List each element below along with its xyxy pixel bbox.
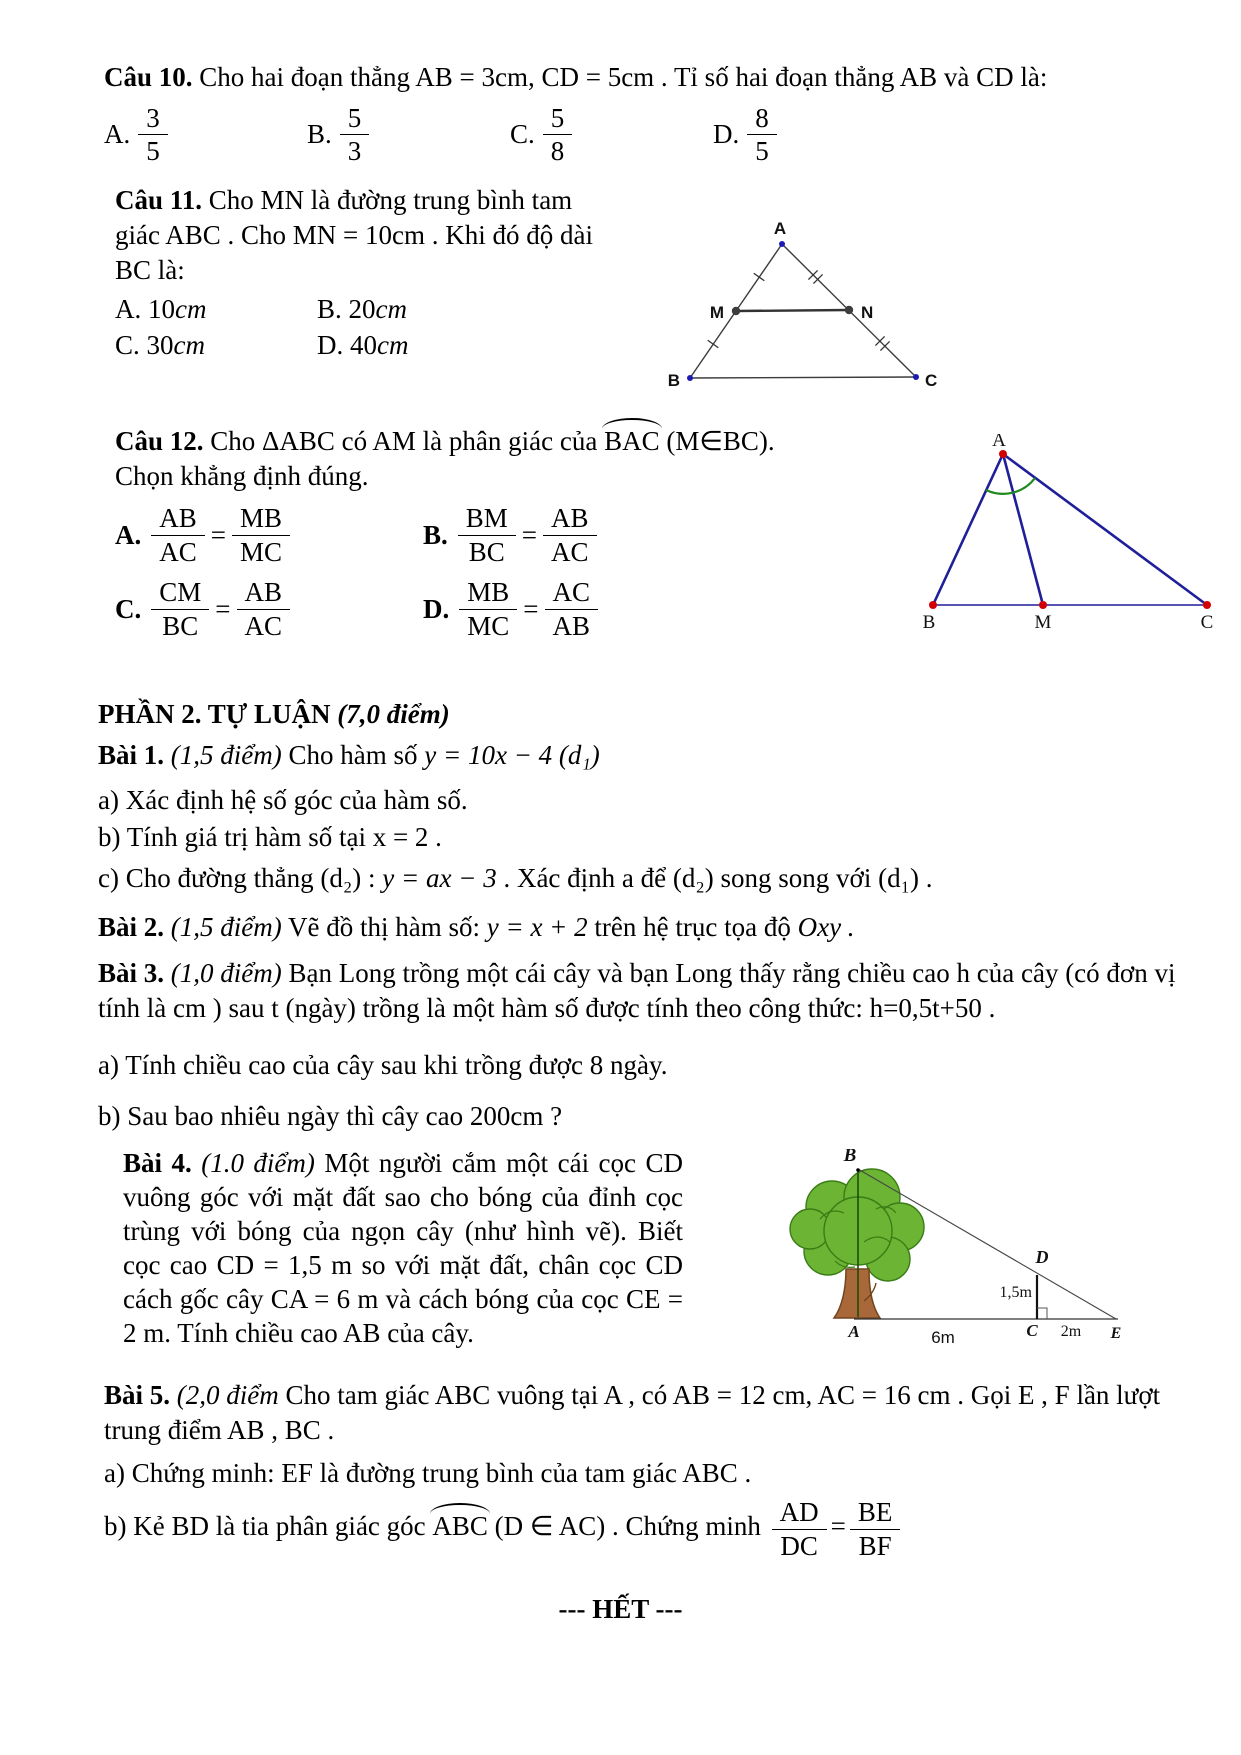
option-value: 10 [148, 294, 175, 325]
fraction-denominator: AC [543, 535, 597, 567]
fraction-denominator: MC [232, 535, 290, 567]
midline-MN [736, 310, 849, 311]
question-11-text [115, 183, 600, 288]
bai1-points: (1,5 điểm) [164, 740, 282, 771]
tree-trunk [834, 1269, 880, 1318]
option-label: C. [115, 330, 140, 361]
point-B [929, 601, 937, 609]
bai1-c-formula: y = ax − 3 [382, 863, 497, 894]
bai1-c-post: . Xác định a để (d₂) song song với (d₁) . [496, 863, 933, 894]
equals-sign: = [830, 1511, 846, 1542]
angle-ABC: ABC [432, 1509, 488, 1544]
fraction [543, 503, 597, 566]
fraction [747, 103, 777, 166]
fraction [850, 1497, 901, 1560]
angle-BAC: BAC [604, 424, 660, 459]
bai3-points: (1,0 điểm) [164, 957, 282, 988]
fraction-denominator: MC [459, 609, 517, 641]
fraction-numerator: BM [465, 503, 508, 534]
fraction-denominator: BC [151, 609, 209, 641]
bai4-points: (1.0 điểm) [191, 1148, 315, 1178]
q10-option-c [510, 103, 713, 166]
question-12-pre: Cho ΔABC có AM là phân giác của [203, 426, 605, 456]
fraction-numerator: 5 [550, 103, 565, 134]
label-C: C [925, 371, 938, 390]
q12-option-b [423, 500, 783, 570]
triangle-edges [933, 454, 1207, 605]
fraction-denominator: BF [850, 1529, 901, 1561]
q12-triangle-bisector-figure [915, 434, 1225, 644]
bai2-text: Vẽ đồ thị hàm số: [281, 912, 487, 943]
bai2-title: Bài 2. [98, 912, 165, 943]
fraction-numerator: 3 [146, 103, 160, 134]
fraction-numerator: 5 [347, 103, 362, 134]
part2-heading-text: PHẦN 2. TỰ LUẬN [98, 699, 338, 729]
fraction [237, 577, 291, 640]
bai5-b-mid: (D ∈ AC) . Chứng minh [487, 1511, 768, 1542]
option-label: A. [104, 119, 131, 150]
bai5-points: (2,0 điểm [170, 1380, 279, 1410]
bai1-text: Cho hàm số [281, 740, 425, 771]
bai4-text [123, 1146, 683, 1350]
bai5-text: Cho tam giác ABC vuông tại A , có AB = 12 cm, AC = 16 cm . Gọi E , F lần lượt trung điểm AB , BC . [104, 1380, 1161, 1446]
equals-sign: = [215, 593, 231, 624]
fraction-denominator: 5 [138, 134, 168, 166]
bai3-title: Bài 3. [98, 957, 165, 988]
option-unit: cm [175, 294, 207, 325]
point-B [856, 1168, 860, 1172]
label-A: A [848, 1322, 860, 1341]
option-label: B. [423, 519, 448, 550]
point-A [999, 450, 1007, 458]
fraction-denominator: AC [237, 609, 291, 641]
fraction-numerator: AB [551, 503, 589, 534]
fraction-denominator: AB [545, 609, 599, 641]
tree-foliage [790, 1169, 924, 1281]
fraction [232, 503, 290, 566]
point-B [687, 375, 693, 381]
option-label: D. [317, 330, 344, 361]
label-B: B [922, 612, 936, 633]
part2-heading [98, 697, 1183, 732]
question-11-body: Cho MN là đường trung bình tam giác ABC . Cho MN = 10cm . Khi đó độ dài BC là: [115, 185, 593, 286]
question-10-text [104, 60, 1164, 95]
label-A: A [992, 434, 1006, 451]
bai5-intro [104, 1378, 1194, 1448]
bai5-b-pre: b) Kẻ BD là tia phân giác góc [104, 1511, 433, 1542]
label-dist-ac: 6m [931, 1328, 955, 1347]
q10-option-b [307, 103, 510, 166]
q11-option-b [317, 292, 519, 327]
bai5-title: Bài 5. [104, 1380, 171, 1410]
bai1-title: Bài 1. [98, 740, 165, 771]
fraction [543, 103, 573, 166]
label-M: M [1034, 612, 1052, 633]
question-12-text [115, 424, 915, 459]
option-label: D. [423, 593, 450, 624]
bai1-intro [98, 738, 1183, 773]
label-dist-ce: 2m [1060, 1323, 1082, 1340]
end-marker: --- HẾT --- [558, 1594, 683, 1624]
question-12 [115, 424, 915, 644]
fraction-numerator: BE [857, 1497, 893, 1528]
q10-option-a [104, 103, 307, 166]
q11-option-c [115, 328, 317, 363]
bai3-a: a) Tính chiều cao của cây sau khi trồng được 8 ngày. [98, 1049, 668, 1080]
bai2-points: (1,5 điểm) [164, 912, 282, 943]
question-10-options [104, 103, 1164, 166]
fraction-numerator: AD [779, 1497, 819, 1528]
option-label: B. [307, 119, 332, 150]
fraction [151, 577, 209, 640]
bai1-c [98, 861, 1183, 896]
point-C [1203, 601, 1211, 609]
bai3-b: b) Sau bao nhiêu ngày thì cây cao 200cm ? [98, 1100, 563, 1131]
fraction-numerator: 8 [755, 103, 769, 134]
fraction-numerator: AC [552, 577, 591, 608]
option-unit: cm [375, 294, 407, 325]
equals-sign: = [521, 519, 538, 550]
fraction-numerator: CM [159, 577, 202, 608]
fraction [772, 1497, 827, 1560]
fraction [545, 577, 599, 640]
q12-option-c [115, 574, 423, 644]
label-B: B [667, 371, 680, 390]
bai4-block [123, 1146, 683, 1350]
q11-option-a [115, 292, 317, 327]
question-12-title: Câu 12. [115, 426, 204, 456]
bai3-text: Bạn Long trồng một cái cây và bạn Long thấy rằng chiều cao h của cây (có đơn vị tính là cm ) sau t (ngày) trồng là một hàm số được tính theo công thức: h=0,5t+50 . [98, 957, 1176, 1023]
fraction-numerator: MB [467, 577, 510, 608]
bai5-b [104, 1497, 1194, 1560]
option-label: A. [115, 294, 142, 325]
option-value: 20 [348, 294, 376, 325]
fraction [151, 503, 205, 566]
fraction-denominator: 5 [747, 134, 777, 166]
option-label: D. [713, 119, 740, 150]
question-10-body: Cho hai đoạn thẳng AB = 3cm, CD = 5cm . Tỉ số hai đoạn thẳng AB và CD là: [192, 62, 1048, 92]
bai2-oxy: Oxy . [797, 912, 855, 943]
bai1-formula: y = 10x − 4 (d₁) [424, 740, 600, 771]
fraction-denominator: 8 [543, 134, 573, 166]
label-M: M [709, 303, 724, 322]
fraction-numerator: MB [240, 503, 283, 534]
fraction-denominator: BC [458, 535, 516, 567]
part2-section [98, 697, 1183, 1134]
bai2-formula: y = x + 2 [486, 912, 588, 943]
equals-sign: = [210, 519, 226, 550]
bai1-c-pre: c) Cho đường thẳng (d₂) : [98, 863, 383, 894]
point-N [845, 306, 853, 314]
bai4-tree-shadow-figure [780, 1149, 1140, 1354]
bai5-block [104, 1378, 1194, 1561]
fraction-denominator: 3 [340, 134, 370, 166]
q11-triangle-midline-figure [640, 212, 940, 397]
option-unit: cm [377, 330, 409, 361]
part2-heading-points: (7,0 điểm) [337, 699, 450, 729]
fraction-numerator: AB [159, 503, 197, 534]
question-11 [115, 183, 600, 363]
option-unit: cm [173, 330, 205, 361]
question-11-options [115, 292, 600, 363]
label-post-height: 1,5m [999, 1284, 1032, 1301]
question-10-title: Câu 10. [104, 62, 193, 92]
point-A [779, 241, 785, 247]
label-C: C [1026, 1321, 1038, 1340]
option-value: 30 [146, 330, 174, 361]
q11-option-d [317, 328, 519, 363]
fraction [459, 577, 517, 640]
bai2-line [98, 910, 1183, 945]
option-label: C. [115, 593, 142, 624]
label-A: A [773, 219, 787, 238]
option-label: A. [115, 519, 142, 550]
bai1-a: a) Xác định hệ số góc của hàm số. [98, 785, 468, 816]
label-E: E [1110, 1325, 1122, 1342]
fraction [340, 103, 370, 166]
label-B: B [843, 1149, 857, 1166]
bai4-title: Bài 4. [123, 1148, 192, 1178]
bisector-AM [1003, 454, 1043, 605]
question-12-options [115, 500, 915, 644]
label-D: D [1035, 1247, 1049, 1267]
bai4-body: Một người cắm một cái cọc CD vuông góc với mặt đất sao cho bóng của đỉnh cọc trùng với bóng của ngọn cây (như hình vẽ). Biết cọc cao CD = 1,5 m so với mặt đất, chân cọc CD cách gốc cây CA = 6 m và cách bóng của cọc CE = 2 m. Tính chiều cao AB của cây. [123, 1148, 683, 1349]
fraction [138, 103, 168, 166]
point-M [1039, 601, 1047, 609]
bai5-a: a) Chứng minh: EF là đường trung bình của tam giác ABC . [104, 1458, 752, 1489]
right-angle-mark [1037, 1308, 1047, 1319]
label-N: N [861, 303, 874, 322]
bai1-b: b) Tính giá trị hàm số tại x = 2 . [98, 822, 442, 853]
question-12-line2: Chọn khẳng định đúng. [115, 461, 369, 492]
question-10 [104, 60, 1164, 167]
point-M [732, 307, 740, 315]
q12-option-a [115, 500, 423, 570]
bai3-intro [98, 956, 1183, 1026]
option-label: C. [510, 119, 535, 150]
q10-option-d [713, 103, 916, 166]
fraction-numerator: AB [244, 577, 283, 608]
q12-option-d [423, 574, 783, 644]
option-label: B. [317, 294, 342, 325]
bai2-tail: trên hệ trục tọa độ [587, 912, 798, 943]
point-C [913, 374, 919, 380]
question-12-post: (M∈BC). [659, 426, 775, 456]
question-11-title: Câu 11. [115, 185, 203, 215]
option-value: 40 [350, 330, 377, 361]
fraction-denominator: DC [772, 1529, 827, 1561]
label-C: C [1200, 612, 1214, 633]
fraction [458, 503, 516, 566]
fraction-denominator: AC [151, 535, 205, 567]
equals-sign: = [523, 593, 539, 624]
